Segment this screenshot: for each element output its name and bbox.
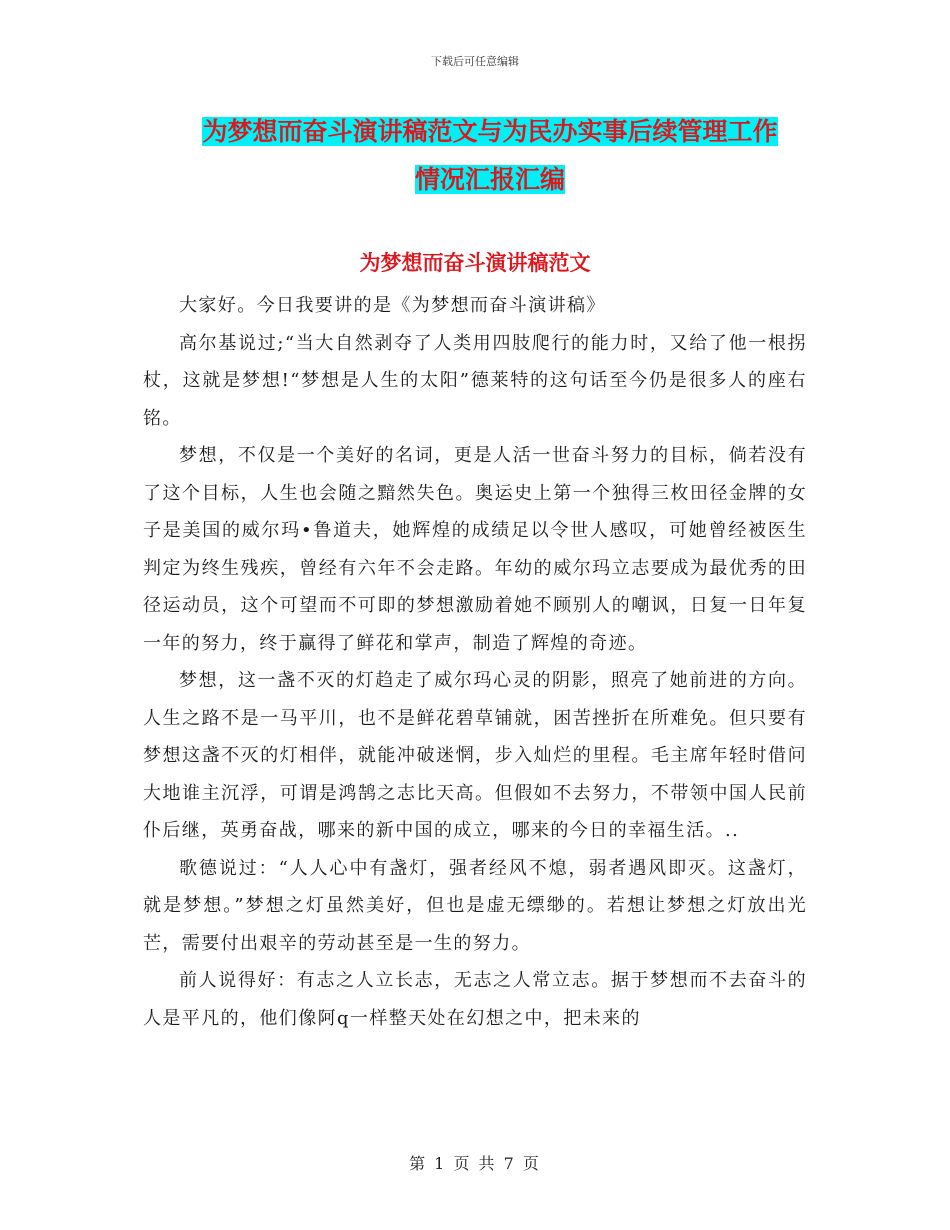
paragraph: 梦想，这一盏不灭的灯趋走了威尔玛心灵的阴影，照亮了她前进的方向。人生之路不是一马平川，也不是鲜花碧草铺就，困苦挫折在所难免。但只要有梦想这盏不灭的灯相伴，就能冲破迷惘，步入灿烂的里程。毛主席年轻时借问大地谁主沉浮，可谓是鸿鹄之志比天高。但假如不去努力，不带领中国人民前仆后继，英勇奋战，哪来的新中国的成立，哪来的今日的幸福生活。.. [143, 670, 807, 841]
document-title-line-1: 为梦想而奋斗演讲稿范文与为民办实事后续管理工作 [202, 117, 778, 146]
section-heading: 为梦想而奋斗演讲稿范文 [359, 250, 591, 275]
document-title-line-2: 情况汇报汇编 [414, 165, 565, 194]
paragraph: 大家好。今日我要讲的是《为梦想而奋斗演讲稿》 [179, 295, 606, 316]
body-text [143, 287, 807, 1037]
paragraph: 前人说得好：有志之人立长志，无志之人常立志。据于梦想而不去奋斗的人是平凡的，他们像阿q一样整天处在幻想之中，把未来的 [143, 970, 807, 1029]
page-number: 第 1 页 共 7 页 [409, 1154, 541, 1173]
document-title [140, 108, 840, 204]
paragraph: 歌德说过：“人人心中有盏灯，强者经风不熄，弱者遇风即灭。这盏灯，就是梦想。”梦想之灯虽然美好，但也是虚无缥缈的。若想让梦想之灯放出光芒，需要付出艰辛的劳动甚至是一生的努力。 [143, 857, 807, 954]
paragraph: 梦想，不仅是一个美好的名词，更是人活一世奋斗努力的目标，倘若没有了这个目标，人生也会随之黯然失色。奥运史上第一个独得三枚田径金牌的女子是美国的威尔玛•鲁道夫，她辉煌的成绩足以令世人感叹，可她曾经被医生判定为终生残疾，曾经有六年不会走路。年幼的威尔玛立志要成为最优秀的田径运动员，这个可望而不可即的梦想激励着她不顾别人的嘲讽，日复一日年复一年的努力，终于赢得了鲜花和掌声，制造了辉煌的奇迹。 [143, 445, 807, 654]
header-note: 下载后可任意编辑 [431, 55, 519, 68]
paragraph: 高尔基说过;“当大自然剥夺了人类用四肢爬行的能力时，又给了他一根拐杖，这就是梦想!“梦想是人生的太阳”德莱特的这句话至今仍是很多人的座右铭。 [143, 332, 807, 429]
